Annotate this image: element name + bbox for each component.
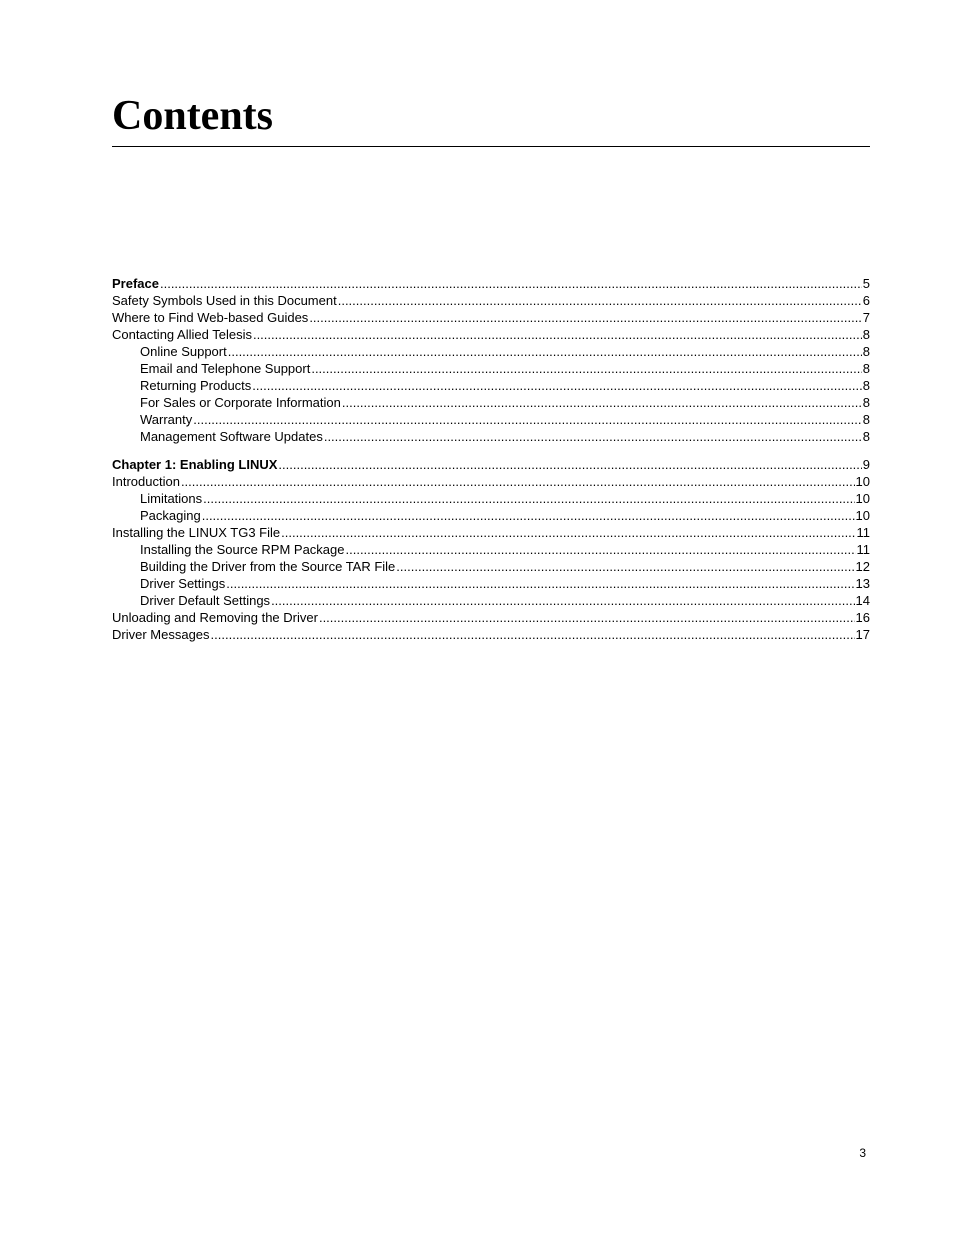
toc-subentry[interactable] [112, 592, 870, 609]
toc-subentry[interactable] [112, 490, 870, 507]
toc-subentry[interactable] [112, 394, 870, 411]
toc-label: Contacting Allied Telesis [112, 327, 252, 342]
toc-subentry[interactable] [112, 360, 870, 377]
toc-label: Driver Settings [140, 576, 226, 591]
toc-page-number: 5 [862, 276, 870, 291]
dot-leader [338, 292, 862, 309]
toc-label: Driver Messages [112, 627, 210, 642]
toc-label: Online Support [140, 344, 227, 359]
toc-label: Unloading and Removing the Driver [112, 610, 318, 625]
page-number: 3 [859, 1146, 866, 1160]
toc-label: Email and Telephone Support [140, 361, 311, 376]
toc-subentry[interactable] [112, 507, 870, 524]
toc-entry-chapter-1[interactable] [112, 456, 870, 473]
dot-leader [252, 377, 861, 394]
toc-page-number: 14 [855, 593, 870, 608]
toc-label: Introduction [112, 474, 180, 489]
toc-subentry[interactable] [112, 575, 870, 592]
toc-page-number: 10 [855, 508, 870, 523]
dot-leader [319, 609, 855, 626]
page-title: Contents [112, 93, 274, 139]
toc-page-number: 8 [862, 378, 870, 393]
toc-subentry[interactable] [112, 428, 870, 445]
dot-leader [342, 394, 862, 411]
toc-label: Safety Symbols Used in this Document [112, 293, 337, 308]
dot-leader [211, 626, 855, 643]
toc-entry[interactable] [112, 473, 870, 490]
toc-page-number: 8 [862, 429, 870, 444]
toc-label: Limitations [140, 491, 203, 506]
toc-page-number: 17 [855, 627, 870, 642]
toc-page-number: 8 [862, 395, 870, 410]
toc-label: Chapter 1: Enabling LINUX [112, 457, 278, 472]
toc-subentry[interactable] [112, 343, 870, 360]
toc-label: Where to Find Web-based Guides [112, 310, 309, 325]
dot-leader [226, 575, 854, 592]
toc-page-number: 13 [855, 576, 870, 591]
toc-page-number: 12 [855, 559, 870, 574]
toc-entry[interactable] [112, 524, 870, 541]
toc-label: Building the Driver from the Source TAR File [140, 559, 396, 574]
toc-entry-preface[interactable] [112, 275, 870, 292]
toc-page-number: 10 [855, 491, 870, 506]
toc-page-number: 9 [862, 457, 870, 472]
toc-label: Packaging [140, 508, 201, 523]
toc-label: Driver Default Settings [140, 593, 271, 608]
toc-page-number: 11 [856, 542, 870, 557]
dot-leader [281, 524, 855, 541]
toc-entry[interactable] [112, 626, 870, 643]
dot-leader [324, 428, 862, 445]
dot-leader [203, 490, 854, 507]
dot-leader [271, 592, 854, 609]
dot-leader [346, 541, 856, 558]
toc-page-number: 16 [855, 610, 870, 625]
toc-entry[interactable] [112, 609, 870, 626]
toc-subentry[interactable] [112, 558, 870, 575]
toc-page-number: 8 [862, 327, 870, 342]
toc-label: Installing the LINUX TG3 File [112, 525, 281, 540]
toc-entry[interactable] [112, 292, 870, 309]
toc-subentry[interactable] [112, 541, 870, 558]
toc-label: Warranty [140, 412, 193, 427]
toc-page-number: 7 [862, 310, 870, 325]
toc-entry[interactable] [112, 326, 870, 343]
toc-page-number: 11 [856, 525, 870, 540]
toc-page-number: 6 [862, 293, 870, 308]
toc-label: Returning Products [140, 378, 252, 393]
dot-leader [202, 507, 855, 524]
table-of-contents [112, 275, 870, 643]
dot-leader [228, 343, 862, 360]
toc-page-number: 8 [862, 412, 870, 427]
dot-leader [160, 275, 862, 292]
dot-leader [193, 411, 862, 428]
dot-leader [253, 326, 862, 343]
toc-page-number: 10 [855, 474, 870, 489]
toc-page-number: 8 [862, 344, 870, 359]
dot-leader [396, 558, 854, 575]
dot-leader [311, 360, 861, 377]
dot-leader [278, 456, 861, 473]
toc-entry[interactable] [112, 309, 870, 326]
toc-label: Preface [112, 276, 159, 291]
toc-subentry[interactable] [112, 377, 870, 394]
dot-leader [181, 473, 855, 490]
toc-label: Installing the Source RPM Package [140, 542, 345, 557]
toc-subentry[interactable] [112, 411, 870, 428]
toc-label: Management Software Updates [140, 429, 323, 444]
title-rule [112, 146, 870, 147]
toc-page-number: 8 [862, 361, 870, 376]
dot-leader [309, 309, 861, 326]
toc-label: For Sales or Corporate Information [140, 395, 341, 410]
